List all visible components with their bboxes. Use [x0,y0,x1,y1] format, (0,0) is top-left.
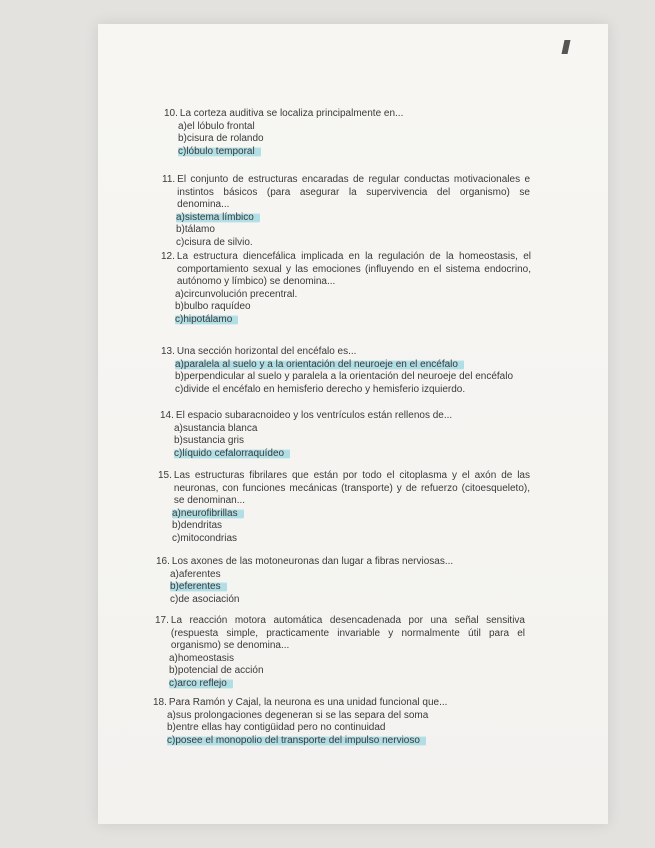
question-text: Los axones de las motoneuronas dan lugar a fibras nerviosas... [171,556,454,567]
question-number: 11. [162,174,176,185]
option-c: c)cisura de silvio. [176,236,253,248]
option-b [156,581,528,594]
question-text: La corteza auditiva se localiza principalmente en... [179,108,404,119]
question-text: El conjunto de estructuras encaradas de regular conductas motivacionales e instintos básicos (para asegurar la supervivencia del organismo) se denomina... [177,174,530,211]
option-b: b)sustancia gris [174,435,245,447]
question-number: 15. [158,470,172,481]
option-b: b)potencial de acción [169,665,264,677]
question-number: 12. [161,251,175,262]
option-c [155,678,525,691]
question-12 [161,251,531,327]
highlighted-answer: a)paralela al suelo y a la orientación del neuroeje en el encéfalo [175,359,464,370]
highlighted-answer: c)líquido cefalorraquídeo [174,448,290,459]
question-14 [160,410,530,460]
option-a [162,212,530,225]
option-a: a)aferentes [170,568,221,580]
question-number: 18. [153,697,167,708]
option-a: a)sus prolongaciones degeneran si se las separa del soma [167,709,429,721]
option-b: b)perpendicular al suelo y paralela a la orientación del neuroeje del encéfalo [175,371,514,383]
option-a: a)circunvolución precentral. [175,288,298,300]
question-text: El espacio subaracnoideo y los ventrículos están rellenos de... [175,410,453,421]
question-text: Una sección horizontal del encéfalo es... [176,346,357,357]
question-text: Para Ramón y Cajal, la neurona es una unidad funcional que... [168,697,448,708]
option-c [161,314,531,327]
option-b: b)tálamo [176,224,215,236]
question-number: 13. [161,346,175,357]
option-a [158,508,530,521]
highlighted-answer: b)eferentes [170,581,227,592]
highlighted-answer: c)lóbulo temporal [178,146,261,157]
highlighted-answer: c)hipotálamo [175,314,238,325]
option-c: c)mitocondrias [172,532,238,544]
option-c [160,448,530,461]
option-b: b)dendritas [172,520,223,532]
question-11 [162,174,530,250]
option-c [164,146,544,159]
option-c: c)divide el encéfalo en hemisferio derecho y hemisferio izquierdo. [175,383,466,395]
option-a: a)homeostasis [169,652,235,664]
option-c [153,735,525,748]
question-text: La estructura diencefálica implicada en la regulación de la homeostasis, el comportamiento sexual y las emociones (influyendo en el sistema endocrino, autónomo y límbico) se denomina... [176,251,531,288]
option-a [161,359,531,372]
highlighted-answer: c)arco reflejo [169,678,233,689]
question-18 [153,697,525,747]
highlighted-answer: a)neurofibrillas [172,508,244,519]
question-number: 14. [160,410,174,421]
highlighted-answer: c)posee el monopolio del transporte del impulso nervioso [167,735,426,746]
question-number: 10. [164,108,178,119]
option-a: a)el lóbulo frontal [178,120,255,132]
question-number: 17. [155,615,169,626]
option-b: b)entre ellas hay contigüidad pero no continuidad [167,722,386,734]
option-a: a)sustancia blanca [174,422,258,434]
question-16 [156,556,528,606]
option-c: c)de asociación [170,593,240,605]
option-b: b)bulbo raquídeo [175,301,251,313]
question-17 [155,615,525,691]
question-number: 16. [156,556,170,567]
highlighted-answer: a)sistema límbico [176,212,260,223]
question-text: Las estructuras fibrilares que están por todo el citoplasma y el axón de las neuronas, con funciones mecánicas (transporte) y de refuerzo (citoesqueleto), se denominan... [173,470,530,507]
question-13 [161,346,531,396]
question-15 [158,470,530,546]
option-b: b)cisura de rolando [178,133,264,145]
question-10 [164,108,544,158]
question-text: La reacción motora automática desencadenada por una señal sensitiva (respuesta simple, practicamente invariable y normalmente útil para el organismo) se denomina... [170,615,525,652]
